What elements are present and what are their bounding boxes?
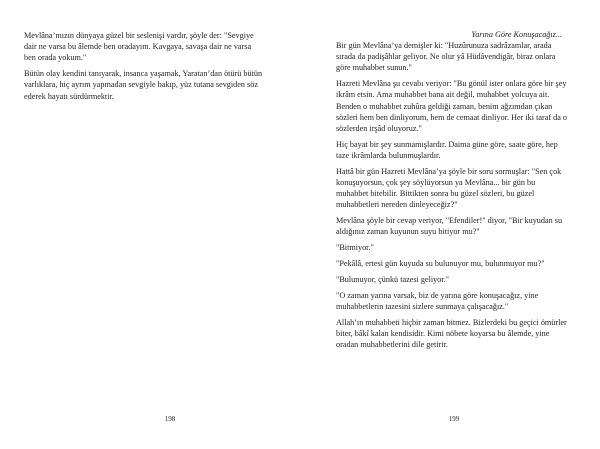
left-paragraph: Bütün olay kendini tanıyarak, insanca yaşamak, Yaratan’dan ötürü bütün varlıklara, hiç ayrım yapmadan sevgiyle bakıp, yüz tutana sevgiden söz ederek hayatı sürdürmektir. xyxy=(24,69,263,101)
right-paragraph: "Bulunuyor, çünkü tazesi geliyor." xyxy=(336,274,450,284)
left-page-text-column xyxy=(24,30,264,106)
right-paragraph: Hattâ bir gün Hazreti Mevlâna’ya şöyle bir soru sormuşlar: "Sen çok konuşuyorsun, çok şey söylüyorsun ya Mevlâna... bir gün bu muhabbet bitebilir. Bittikten sonra bu güzel sözleri, bu güzel muhabbetleri nereden dinleyeceğiz?" xyxy=(336,166,562,210)
right-paragraph: "O zaman yarına varsak, biz de yarına göre konuşacağız, yine muhabbetlerin tazesini sizlere sunmaya çalışacağız." xyxy=(336,290,539,311)
right-paragraph: Mevlâna şöyle bir cevap veriyor, "Efendiler!" diyor, "Bir kuyudan su aldığınız zaman kuyunun suyu bitiyor mu?" xyxy=(336,216,563,237)
right-page xyxy=(300,0,600,449)
right-paragraph: Hiç bayat bir şey sunmamışlardır. Daima güne göre, saate göre, hep taze ikrâmlarda bulunmuşlardır. xyxy=(336,139,558,161)
right-paragraph: Allah’ın muhabbeti hiçbir zaman bitmez. Bizlerdeki bu geçici ömürler biter, bâkî kalan kendisidir. Kimi nöbete koyarsa bu âlemde, yine oradan muhabbetlerini dile getirir. xyxy=(336,317,567,350)
right-page-text-column xyxy=(336,40,568,355)
right-paragraph: Hazreti Mevlâna şu cevabı veriyor: "Bu gönül ister onlara göre bir şey ikrâm etsin. Ama muhabbet bana ait değil, muhabbet yolcuya ait. Benden o muhabbet zuhûra geldiği zaman, benim ağzımdan çıkan sözleri hem ben dinliyorum, hem de cemaat dinliyor. Her iki taraf da o sözlerden irşâd oluyoruz." xyxy=(336,79,567,134)
right-page-number: 199 xyxy=(448,415,460,423)
right-paragraph: Bir gün Mevlâna’ya demişler ki: "Huzûrunuza sadrâzamlar, arada sırada da padişâhlar geliyor. Ne olur yâ Hüdâvendigâr, biraz onlara göre muhabbet sunun." xyxy=(336,41,556,73)
left-page-number: 198 xyxy=(164,415,176,423)
running-head: Yarına Göre Konuşacağız... xyxy=(471,30,562,39)
right-paragraph: "Pekâlâ, ertesi gün kuyuda su bulunuyor mu, bulunmuyor mu?" xyxy=(336,259,545,269)
right-paragraph: "Bitmiyor." xyxy=(336,243,374,253)
left-paragraph: Mevlâna’mızın dünyaya güzel bir seslenişi vardır, şöyle der: "Sevgiye dair ne varsa bu âlemde ben oradayım. Kavgaya, savaşa dair ne varsa ben orada yokum." xyxy=(24,31,254,63)
